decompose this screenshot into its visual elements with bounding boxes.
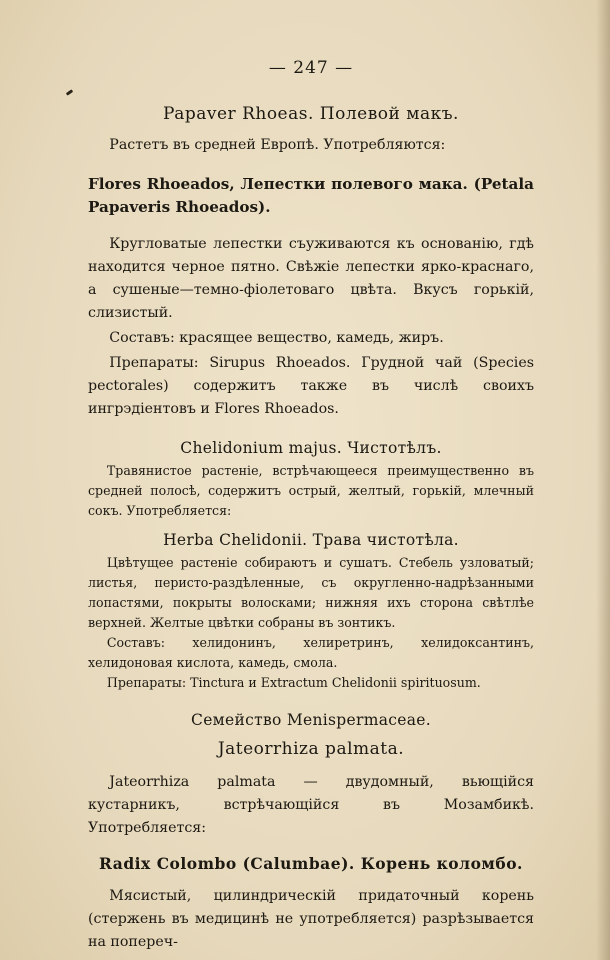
- herba-preparations: Препараты: Tinctura и Extractum Chelidonii spirituosum.: [106, 675, 481, 690]
- ink-mark: [66, 89, 73, 95]
- heading-chelidonium: Chelidonium majus. Чистотѣлъ.: [180, 439, 442, 457]
- papaver-composition: Составъ: красящее вещество, камедь, жиръ.: [109, 330, 444, 346]
- heading-flores-rhoeados: Flores Rhoeados, Лепестки полевого мака. (Petala Papaveris Rhoeados).: [88, 175, 534, 216]
- papaver-description: Кругловатые лепестки съуживаются къ основанію, гдѣ находится черное пятно. Свѣжіе лепестки ярко-краснаго, а сушеные—темно-фіолетоваго цвѣта. Вкусъ горькій, слизистый.: [88, 236, 534, 321]
- radix-description: Мясистый, цилиндрическій придаточный корень (стержень въ медицинѣ не употребляется) разрѣзывается на попереч-: [88, 888, 534, 950]
- herba-description: Цвѣтущее растеніе собираютъ и сушатъ. Стебель узловатый; листья, перисто-раздѣленные, съ округленно-надрѣзанными лопастями, покрыты волосками; нижняя ихъ сторона свѣтлѣе верхней. Желтые цвѣтки собраны въ зонтикъ.: [88, 555, 534, 630]
- heading-herba-chelidonii: Herba Chelidonii. Трава чистотѣла.: [163, 531, 459, 549]
- papaver-preparations: Препараты: Sirupus Rhoeados. Грудной чай (Species pectorales) содержитъ также въ числѣ своихъ ингрэдіентовъ и Flores Rhoeados.: [88, 355, 534, 417]
- page-edge-shadow: [596, 0, 610, 960]
- herba-composition: Составъ: хелидонинъ, хелиретринъ, хелидоксантинъ, хелидоновая кислота, камедь, смола.: [88, 635, 534, 670]
- heading-radix-colombo: Radix Colombo (Calumbae). Корень коломбо.: [99, 854, 523, 873]
- heading-family-menispermaceae: Семейство Menispermaceae.: [191, 711, 431, 729]
- papaver-intro: Растетъ въ средней Европѣ. Употребляются:: [109, 137, 446, 153]
- heading-papaver: Papaver Rhoeas. Полевой макъ.: [163, 104, 459, 124]
- page-content: [88, 58, 534, 954]
- page-number: — 247 —: [268, 58, 354, 78]
- heading-jateorrhiza: Jateorrhiza palmata.: [217, 739, 405, 759]
- jateorrhiza-intro: Jateorrhiza palmata — двудомный, вьющійся кустарникъ, встрѣчающійся въ Мозамбикѣ. Употребляется:: [88, 774, 534, 836]
- chelidonium-intro: Травянистое растеніе, встрѣчающееся преимущественно въ средней полосѣ, содержитъ острый, желтый, горькій, млечный сокъ. Употребляется:: [88, 463, 534, 518]
